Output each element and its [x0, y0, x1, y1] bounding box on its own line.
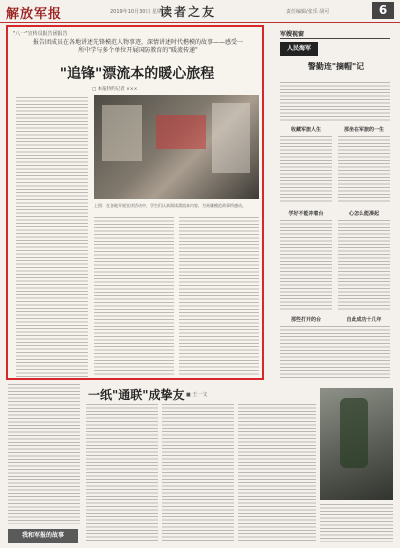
sidebar-title-7: 自此成功十几年 [346, 317, 382, 323]
sidebar-heading: 军嫂视窗 [280, 29, 390, 39]
bottom-section-label: 我和军报的故事 [8, 529, 78, 543]
article-body-column-1 [16, 97, 88, 377]
page-header [0, 0, 400, 23]
sidebar-text-4 [280, 220, 332, 310]
page-number: 6 [372, 2, 394, 19]
sidebar-title-2: 收藏军旅人生 [290, 127, 321, 133]
middle-article-author: ■ 王一文 [186, 392, 208, 398]
photo-caption: 上图：在各地开展宣讲活动中，学生们认真阅读漂流本内容，为英雄模范故事所感动。 [94, 203, 246, 208]
article-body-column-3 [179, 217, 259, 377]
sidebar-text-6 [280, 326, 390, 380]
right-bottom-text [320, 504, 393, 542]
lower-left-text [8, 384, 80, 524]
newspaper-masthead: 解放军报 [6, 7, 63, 22]
article-tag: "八一"宣传员报告团报告 [13, 31, 68, 37]
publication-date: 2019年10月30日 星期三 [110, 9, 168, 15]
article-body-column-2 [94, 217, 174, 377]
middle-article-column-1 [86, 404, 158, 542]
sidebar-title-4: 学好不能冲着台 [288, 211, 324, 217]
sidebar-title-6: 那些打开的台 [290, 317, 321, 323]
middle-article-column-2 [162, 404, 234, 542]
soldier-photo [320, 388, 393, 500]
featured-article [6, 25, 264, 380]
article-subheadline: 报告团成员在各地讲述先锋模范人物事迹，深情讲述时代楷模的故事——感受一所中学与多个单位开展国防教育的"暖流传递" [32, 39, 243, 54]
sidebar-title-5: 心怎么能凑起 [348, 211, 379, 217]
editor-line: 责任编辑/张乐 胡可 [286, 9, 330, 15]
article-headline: "追锋"漂流本的暖心旅程 [59, 66, 215, 82]
article-photo [94, 95, 259, 199]
middle-article-title: 一纸"通联"成挚友 [88, 388, 185, 402]
sidebar-title-3: 那坐在军旅的一生 [343, 127, 384, 133]
sidebar-logo: 人民海军 [280, 42, 318, 56]
photo-block [102, 105, 142, 161]
middle-article-column-3 [238, 404, 316, 542]
sidebar-text-3 [338, 136, 390, 204]
article-byline: □ 本报特约记者 ××× [92, 87, 138, 92]
sidebar-text-2 [280, 136, 332, 204]
section-title: 读者之友 [160, 5, 217, 19]
sidebar-text-5 [338, 220, 390, 310]
sidebar-title-1: 警勤连"摘帽"记 [307, 62, 365, 71]
sidebar-text-1 [280, 82, 390, 122]
photo-block [212, 103, 250, 173]
photo-block [156, 115, 206, 149]
